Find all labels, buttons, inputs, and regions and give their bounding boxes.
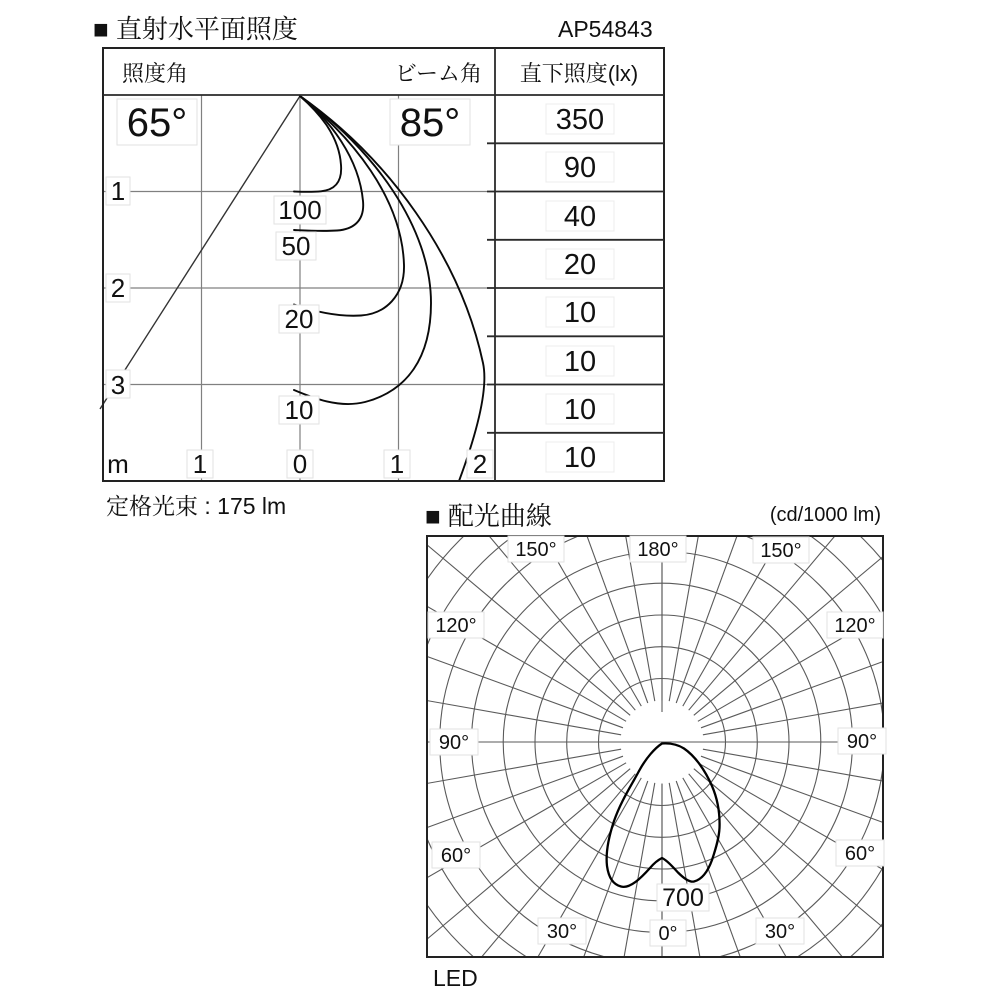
lux-value-row5: 10 [563,297,597,329]
lux-value-row6: 10 [563,346,597,378]
lux-value-row4: 20 [563,249,597,281]
angle-label-60-right: 60° [844,843,876,865]
intensity-value-label: 700 [662,884,704,912]
angle-label-90-left: 90° [438,732,470,754]
angle-label-180: 180° [637,539,679,561]
header-direct-illuminance: 直下照度(lx) [519,61,639,86]
illuminance-angle-value: 65° [126,101,188,145]
rated-flux-label: 定格光束 : 175 lm [106,493,287,519]
angle-label-30-left: 30° [546,921,578,943]
iso-label-100: 100 [278,195,322,225]
lux-value-row8: 10 [563,442,597,474]
x-tick-1L: 1 [192,449,208,479]
angle-label-30-right: 30° [764,921,796,943]
header-illuminance-angle: 照度角 [122,61,189,86]
beam-angle-value: 85° [399,101,461,145]
angle-label-150-right: 150° [760,540,802,562]
lux-value-row7: 10 [563,394,597,426]
header-beam-angle: ビーム角 [394,61,482,86]
iso-label-50: 50 [281,231,311,261]
distribution-unit: (cd/1000 lm) [769,504,881,526]
y-tick-2: 2 [110,273,126,303]
iso-label-10: 10 [284,395,314,425]
lux-value-row3: 40 [563,201,597,233]
direct-illuminance-values [546,104,614,474]
x-tick-0: 0 [292,449,308,479]
source-label: LED [433,965,478,991]
angle-label-120-left: 120° [435,615,477,637]
angle-label-150-left: 150° [515,539,557,561]
direct-illuminance-chart [100,48,664,481]
angle-label-120-right: 120° [834,615,876,637]
iso-label-20: 20 [284,304,314,334]
angle-label-60-left: 60° [440,845,472,867]
y-tick-3: 3 [110,370,126,400]
angle-label-0: 0° [658,923,678,945]
lux-value-row1: 350 [555,104,605,136]
x-unit-label: m [107,449,129,479]
sheet-title: ■ 直射水平面照度 [93,14,298,44]
product-code: AP54843 [558,16,653,42]
x-tick-1R: 1 [389,449,405,479]
distribution-title: ■ 配光曲線 [425,501,552,531]
x-tick-2: 2 [472,449,488,479]
lux-value-row2: 90 [563,152,597,184]
y-tick-1: 1 [110,176,126,206]
angle-label-90-right: 90° [846,731,878,753]
